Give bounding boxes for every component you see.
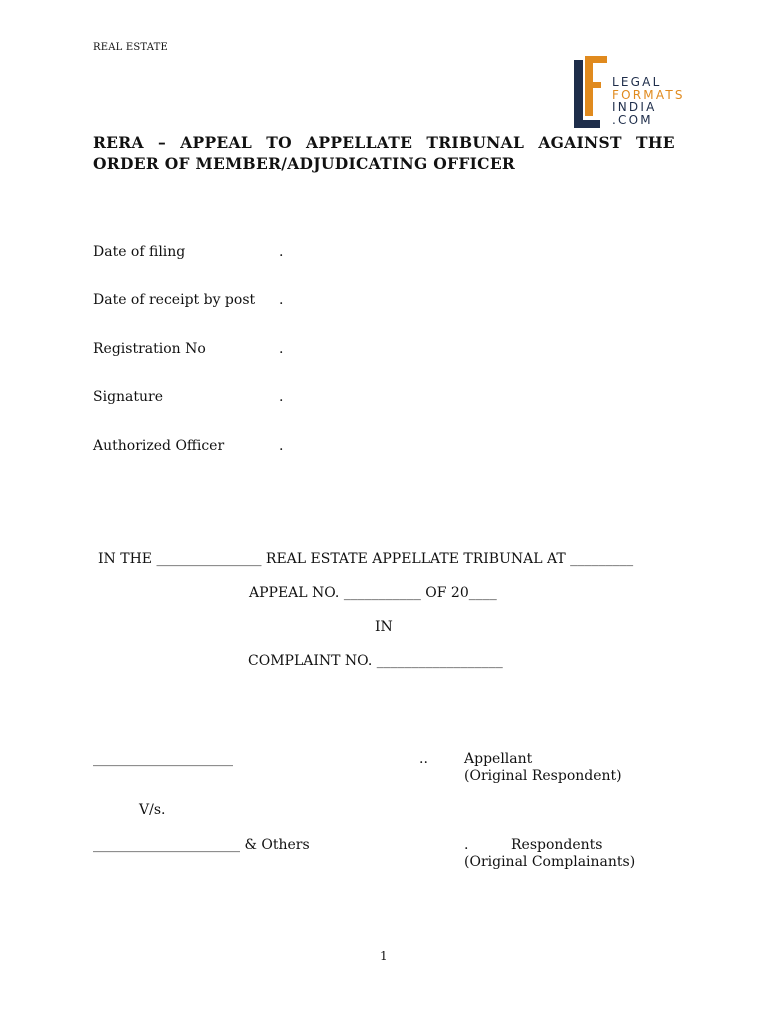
field-label: Date of filing (93, 244, 186, 260)
respondent-role: Respondents (511, 837, 603, 853)
field-value: . (279, 292, 284, 308)
complaint-number-line: COMPLAINT NO. __________________ (248, 653, 503, 669)
page-number: 1 (380, 949, 388, 963)
logo-word-legal: LEGAL (612, 75, 662, 89)
field-value: . (279, 244, 284, 260)
logo-word-com: .COM (612, 112, 653, 127)
field-label: Signature (93, 389, 164, 405)
field-label: Registration No (93, 341, 206, 357)
respondent-name-blank: _____________________ & Others (93, 837, 310, 853)
respondent-separator: . (464, 837, 469, 853)
appellant-name-blank: ____________________ (93, 751, 233, 767)
field-value: . (279, 438, 284, 454)
appellant-role: Appellant (464, 751, 533, 767)
title-line-2: ORDER OF MEMBER/ADJUDICATING OFFICER (93, 154, 516, 173)
logo-word-india: INDIA (612, 100, 657, 114)
appellant-separator: .. (419, 751, 428, 767)
appellant-note: (Original Respondent) (464, 768, 622, 784)
title-word: RERA (93, 133, 144, 152)
title-word: – (157, 133, 167, 152)
title-word: APPEAL (180, 133, 253, 152)
field-value: . (279, 341, 284, 357)
legal-formats-india-logo (572, 56, 702, 136)
respondent-note: (Original Complainants) (464, 854, 636, 870)
title-word: TO (266, 133, 292, 152)
versus-label: V/s. (139, 802, 166, 818)
logo-word-formats: FORMATS (612, 87, 685, 102)
document-header-tag: REAL ESTATE (93, 42, 168, 53)
field-label: Date of receipt by post (93, 292, 256, 308)
title-line-1 (93, 132, 675, 153)
logo-mark-icon (572, 56, 608, 130)
field-label: Authorized Officer (93, 438, 225, 454)
logo-wordmark (612, 76, 685, 126)
tribunal-line: IN THE _______________ REAL ESTATE APPELLATE TRIBUNAL AT _________ (98, 551, 634, 567)
in-line: IN (375, 619, 393, 635)
title-word: APPELLATE (306, 133, 413, 152)
title-word: THE (636, 133, 675, 152)
title-word: AGAINST (538, 133, 622, 152)
field-value: . (279, 389, 284, 405)
title-word: TRIBUNAL (426, 133, 525, 152)
document-title (93, 132, 675, 174)
appeal-number-line: APPEAL NO. ___________ OF 20____ (249, 585, 497, 601)
